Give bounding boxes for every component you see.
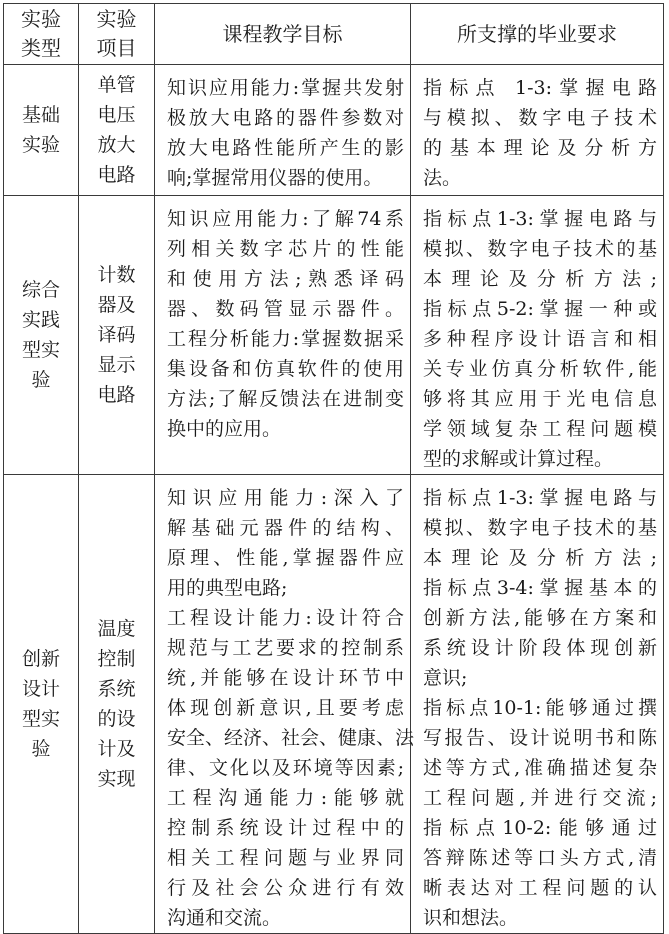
cell-line: 多种程序设计语言和相 [423,328,657,350]
cell-line: 工程设计能力:设计符合 [167,607,404,629]
cell-line: 控制 [97,648,136,670]
cell-line: 关专业仿真分析软件,能 [423,358,657,380]
cell-line: 控制系统设计过程中的 [167,817,404,839]
cell-line: 知识应用能力:了解74系 [167,208,404,230]
cell-line: 设计 [21,678,60,700]
cell-line: 知识应用能力:深入了 [167,487,404,509]
cell-line: 系统 [97,678,136,700]
table-row [4,475,664,934]
cell-line: 指标点1-3:掌握电路与 [423,487,657,509]
header-project: 实验 项目 [79,4,155,65]
cell-line: 器、数码管显示器件。 [167,298,404,320]
cell-line: 基础 [21,104,60,126]
header-requirements: 所支撑的毕业要求 [411,4,664,65]
cell-line: 单管 [97,74,136,96]
cell-line: 验 [31,369,51,391]
cell-line: 工程分析能力:掌握数据采 [167,328,404,350]
cell-line: 指标点10-1:能够通过撰 [423,697,657,719]
cell-line: 律、文化以及环境等因素; [167,757,404,779]
cell-line: 相关工程问题与业界同 [167,847,404,869]
header-goals: 课程教学目标 [155,4,411,65]
cell-line: 解基础元器件的结构、 [167,517,404,539]
cell-line: 实验 [21,134,60,156]
cell-line: 用的典型电路; [167,577,288,599]
cell-line: 本理论及分析方法; [423,268,657,290]
cell-line: 沟通和交流。 [167,907,282,929]
cell-line: 创新 [21,648,60,670]
cell-line: 本理论及分析方法; [423,547,657,569]
header-type: 实验 类型 [4,4,79,65]
cell-line: 指标点1-3:掌握电路与 [423,208,657,230]
cell-line: 响;掌握常用仪器的使用。 [167,167,383,189]
cell-line: 译码 [97,324,136,346]
table-row [4,196,664,475]
course-objectives-table [3,3,664,934]
cell-line: 体现创新意识,且要考虑 [167,697,404,719]
graduation-requirements-cell [411,65,664,196]
cell-line: 指标点10-2:能够通过 [423,817,657,839]
cell-line: 指标点5-2:掌握一种或 [423,298,657,320]
cell-line: 模拟、数字电子技术的基 [423,517,657,539]
cell-line: 晰表达对工程问题的认 [423,877,657,899]
teaching-goals-cell [155,65,411,196]
cell-line: 极放大电路的器件参数对 [167,107,404,129]
cell-line: 创新方法,能够在方案和 [423,607,657,629]
cell-line: 安全、经济、社会、健康、法 [167,727,415,749]
cell-line: 计数 [97,264,136,286]
teaching-goals-cell [155,475,415,934]
cell-line: 规范与工艺要求的控制系 [167,637,404,659]
cell-line: 答辩陈述等口头方式,清 [423,847,657,869]
cell-line: 法。 [423,167,462,189]
cell-line: 列相关数字芯片的性能 [167,238,404,260]
graduation-requirements-cell [411,475,664,934]
cell-line: 实践 [21,309,60,331]
cell-line: 验 [31,738,51,760]
cell-line: 工程问题,并进行交流; [423,787,657,809]
header-row [4,4,664,65]
cell-line: 学领域复杂工程问题模 [423,418,657,440]
experiment-type-cell [4,65,79,196]
cell-line: 温度 [97,618,136,640]
cell-line: 综合 [21,279,60,301]
cell-line: 实现 [97,768,136,790]
experiment-type-cell [4,475,79,934]
cell-line: 识和想法。 [423,907,519,929]
cell-line: 指标点3-4:掌握基本的 [423,577,657,599]
graduation-requirements-cell [411,196,664,475]
cell-line: 知识应用能力:掌握共发射 [167,77,404,99]
cell-line: 型的求解或计算过程。 [423,448,614,470]
cell-line: 型实 [21,339,60,361]
cell-line: 放大电路性能所产生的影 [167,137,404,159]
cell-line: 的基本理论及分析方 [423,137,657,159]
cell-line: 集设备和仿真软件的使用 [167,358,404,380]
experiment-type-cell [4,196,79,475]
cell-line: 电路 [97,164,136,186]
cell-line: 方法;了解反馈法在进制变 [167,388,404,410]
cell-line: 述等方式,准确描述复杂 [423,757,657,779]
cell-line: 和使用方法;熟悉译码 [167,268,404,290]
cell-line: 写报告、设计说明书和陈 [423,727,657,749]
cell-line: 与模拟、数字电子技术 [423,107,657,129]
cell-line: 工程沟通能力:能够就 [167,787,404,809]
cell-line: 计及 [97,738,136,760]
cell-line: 统,并能够在设计环节中 [167,667,404,689]
cell-line: 电压 [97,104,136,126]
table-row [4,65,664,196]
cell-line: 放大 [97,134,136,156]
experiment-project-cell [79,196,155,475]
cell-line: 模拟、数字电子技术的基 [423,238,657,260]
cell-line: 意识; [423,667,468,689]
cell-line: 器及 [97,294,136,316]
teaching-goals-cell [155,196,411,475]
cell-line: 原理、性能,掌握器件应 [167,547,404,569]
cell-line: 的设 [97,708,136,730]
cell-line: 够将其应用于光电信息 [423,388,657,410]
cell-line: 换中的应用。 [167,418,282,440]
cell-line: 型实 [21,708,60,730]
cell-line: 系统设计阶段体现创新 [423,637,657,659]
cell-line: 行及社会公众进行有效 [167,877,404,899]
experiment-project-cell [79,65,155,196]
cell-line: 指标点 1-3:掌握电路 [423,77,657,99]
cell-line: 电路 [97,384,136,406]
cell-line: 显示 [97,354,136,376]
experiment-project-cell [79,475,155,934]
